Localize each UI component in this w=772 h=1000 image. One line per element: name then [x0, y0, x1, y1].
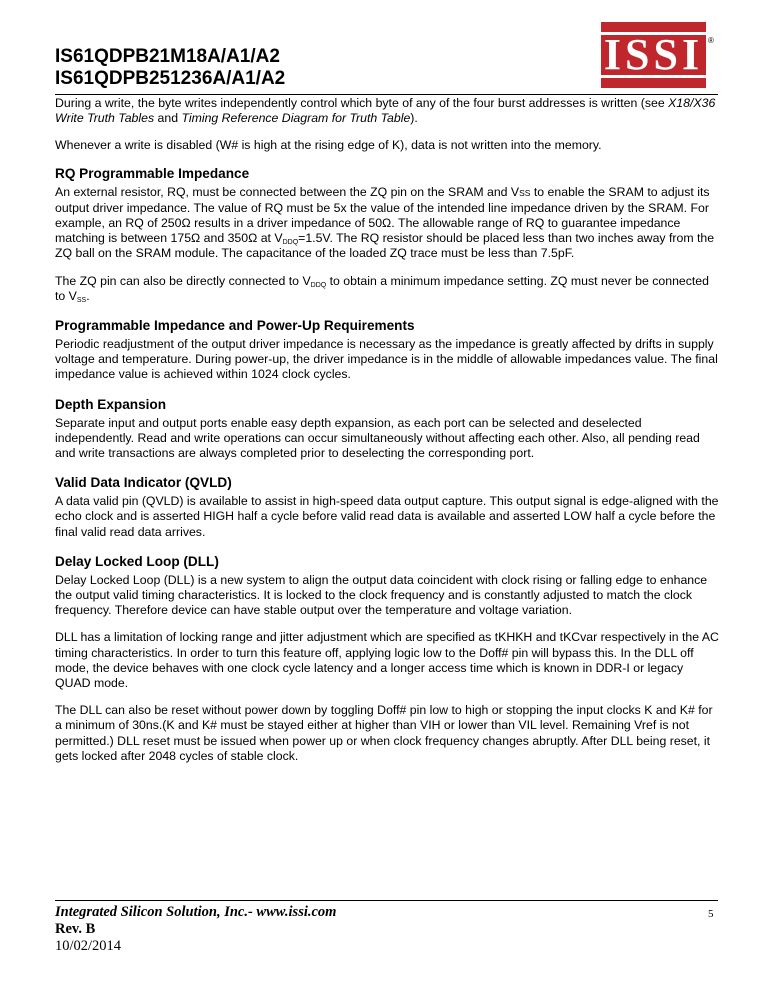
vss-subscript: SS	[519, 187, 531, 198]
rq-text-c: =1.5V. The RQ resistor should be placed less than two inches away from the ZQ ball on the SRAM module. The capacitance of the loaded ZQ trace must be less than 7.5pF.	[55, 231, 715, 261]
footer-divider	[55, 900, 718, 901]
page-number: 5	[708, 908, 714, 920]
vddq-subscript-2: DDQ	[310, 281, 327, 289]
rq-paragraph-1	[55, 185, 720, 262]
dll-paragraph-3: The DLL can also be reset without power down by toggling Doff# pin low to high or stopping the input clocks K and K# for a minimum of 30ns.(K and K# must be stayed either at higher than VIH or lower than VIL level. Remaining Vref is not permitted.) DLL reset must be issued when power up or when clock frequency changes abruptly. After DLL being reset, it gets locked after 2048 cycles of stable clock.	[55, 703, 713, 763]
power-up-heading: Programmable Impedance and Power-Up Requirements	[55, 318, 415, 334]
vddq-subscript: DDQ	[282, 239, 299, 247]
rq-paragraph-2	[55, 274, 720, 304]
footer-company: Integrated Silicon Solution, Inc.- www.issi.com	[55, 904, 337, 920]
registered-mark: ®	[708, 36, 714, 45]
intro-end: ).	[410, 111, 418, 126]
document-title-line1: IS61QDPB21M18A/A1/A2	[55, 46, 280, 67]
intro-paragraph-1	[55, 96, 720, 126]
issi-logo	[601, 22, 706, 88]
write-truth-tables-ref: X18/X36 Write Truth Tables	[55, 96, 716, 126]
depth-expansion-paragraph: Separate input and output ports enable easy depth expansion, as each port can be selected and deselected independently. Read and write operations can occur simultaneously without affecting each other. Also, all pending read and write transactions are always completed prior to deselecting the corresponding port.	[55, 415, 700, 461]
qvld-paragraph: A data valid pin (QVLD) is available to assist in high-speed data output capture. This output signal is edge-aligned with the echo clock and is asserted HIGH half a cycle before valid read data is available and asserted LOW half a cycle before the final valid read data arrives.	[55, 494, 719, 539]
rq-text-a: An external resistor, RQ, must be connected between the ZQ pin on the SRAM and V	[55, 184, 520, 199]
dll-paragraph-1: Delay Locked Loop (DLL) is a new system to align the output data coincident with clock rising or falling edge to enhance the output valid timing characteristics. It is locked to the clock frequency and is constantly adjusted to match the clock frequency. Therefore device can have stable output over the temperature and voltage variation.	[55, 572, 708, 618]
footer-date: 10/02/2014	[55, 938, 122, 954]
vss-subscript-2: SS	[76, 296, 87, 304]
footer	[55, 904, 336, 955]
rq2-text-a: The ZQ pin can also be directly connected to V	[55, 273, 311, 288]
dll-paragraph-2: DLL has a limitation of locking range and jitter adjustment which are specified as tKHKH and tKCvar respectively in the AC timing characteristics. In order to turn this feature off, applying logic low to the Doff# pin will bypass this. In the DLL off mode, the device behaves with one clock cycle latency and a longer access time which is known in DDR-I or legacy QUAD mode.	[55, 630, 719, 691]
intro-paragraph-2: Whenever a write is disabled (W# is high at the rising edge of K), data is not written into the memory.	[55, 138, 602, 153]
depth-expansion-heading: Depth Expansion	[55, 396, 167, 412]
issi-logo-text: ISSI	[600, 32, 707, 78]
rq2-text-c: .	[86, 288, 90, 303]
rq-text-b: to enable the SRAM to adjust its output driver impedance. The value of RQ must be 5x the value of the intended line impedance driven by the SRAM. For example, an RQ of 250Ω results in a driver impedance of 50Ω. The allowable range of RQ to guarantee impedance matching is between 175Ω and 350Ω at V	[55, 184, 710, 246]
power-up-paragraph: Periodic readjustment of the output driver impedance is necessary as the impedance is greatly affected by drifts in supply voltage and temperature. During power-up, the driver impedance is in the middle of allowable impedances value. The final impedance value is achieved within 1024 clock cycles.	[55, 337, 718, 382]
intro-text: During a write, the byte writes independently control which byte of any of the four burst addresses is written (see	[55, 96, 669, 110]
page-content	[55, 96, 720, 776]
rq2-text-b: to obtain a minimum impedance setting. ZQ must never be connected to V	[55, 273, 709, 303]
timing-diagram-ref: Timing Reference Diagram for Truth Table	[181, 111, 411, 126]
qvld-heading: Valid Data Indicator (QVLD)	[55, 475, 232, 491]
rq-heading: RQ Programmable Impedance	[55, 165, 250, 181]
header-divider	[55, 94, 718, 95]
footer-revision: Rev. B	[55, 921, 96, 937]
document-title-line2: IS61QDPB251236A/A1/A2	[55, 68, 286, 89]
intro-and: and	[154, 111, 182, 126]
dll-heading: Delay Locked Loop (DLL)	[55, 553, 219, 569]
